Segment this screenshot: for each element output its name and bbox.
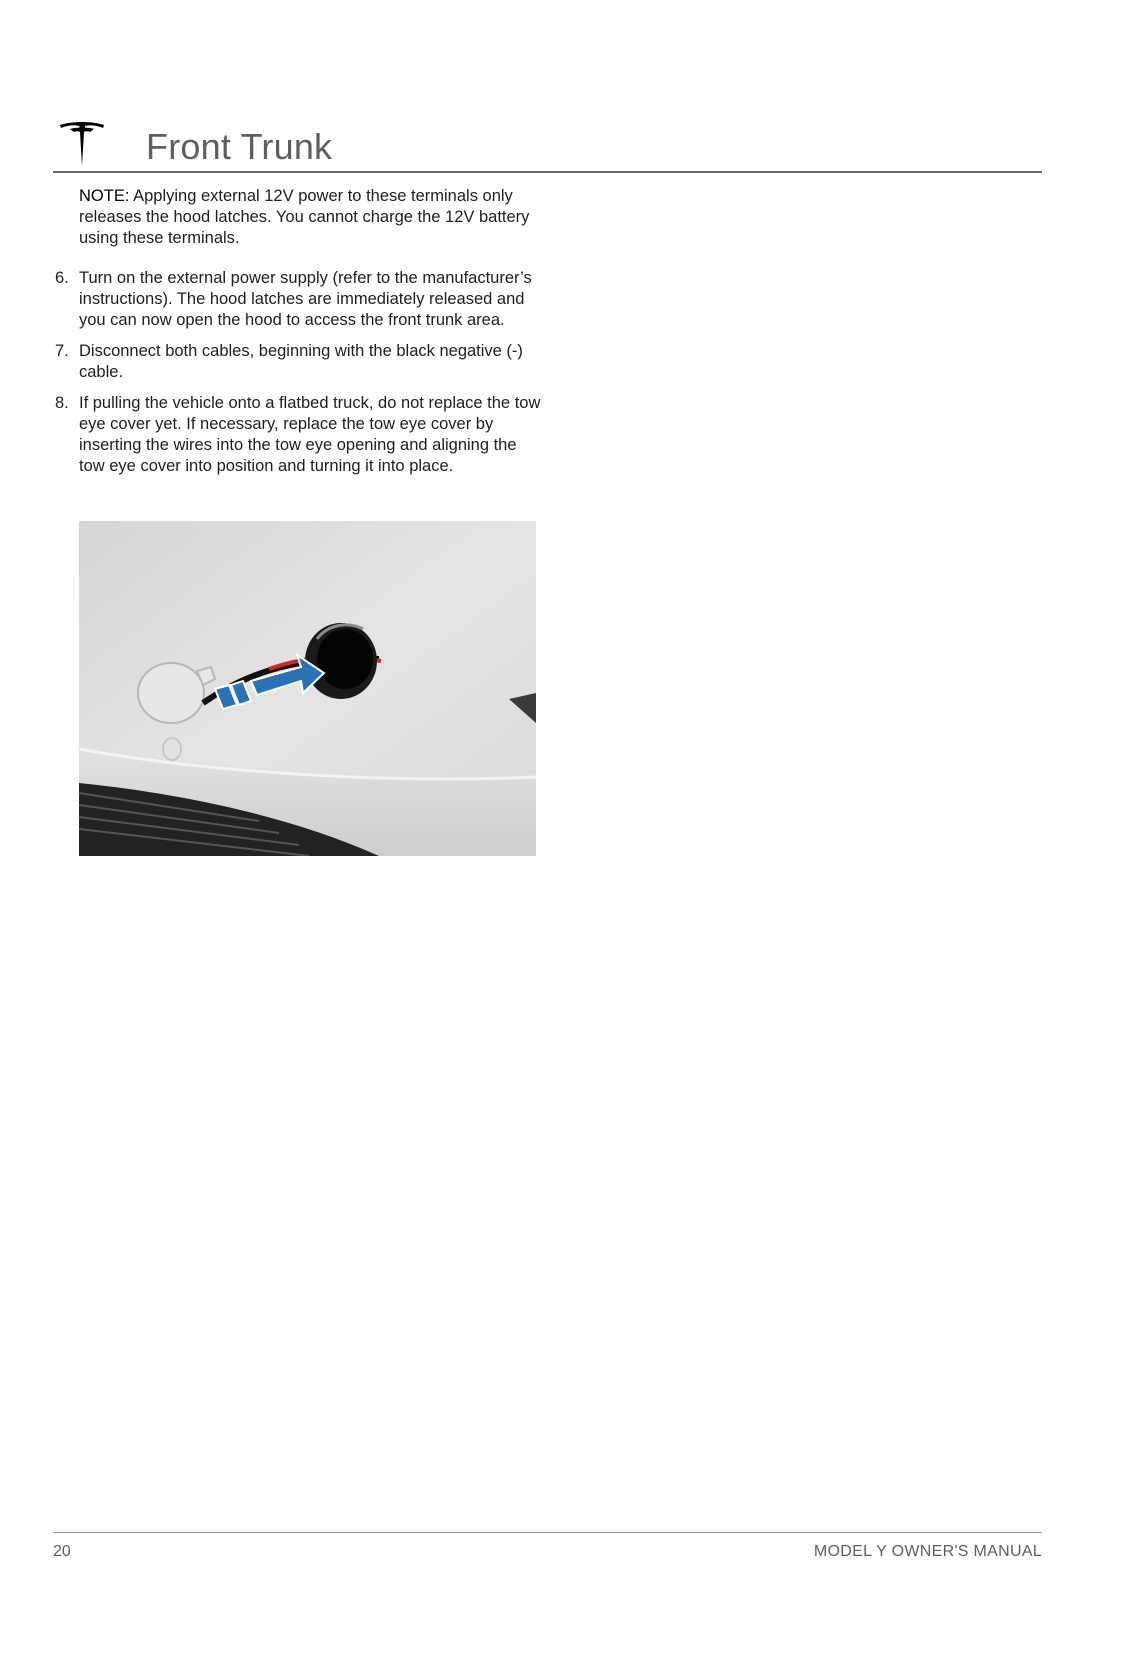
step-number: 8.	[55, 394, 69, 412]
list-item	[55, 393, 545, 477]
step-text: Turn on the external power supply (refer to the manufacturer’s instructions). The hood latches are immediately released and you can now open the hood to access the front trunk area.	[79, 269, 532, 329]
page-number: 20	[53, 1543, 71, 1560]
note-paragraph	[79, 186, 545, 249]
step-text: If pulling the vehicle onto a flatbed truck, do not replace the tow eye cover yet. If necessary, replace the tow eye cover by inserting the wires into the tow eye opening and aligning the tow eye cover into position and turning it into place.	[79, 394, 541, 475]
manual-title: MODEL Y OWNER'S MANUAL	[813, 1543, 1042, 1560]
tow-eye-cover-illustration	[79, 521, 536, 856]
step-number: 6.	[55, 269, 69, 287]
body-content	[55, 186, 545, 487]
steps-list	[55, 268, 545, 477]
list-item	[55, 341, 545, 383]
header-divider	[53, 171, 1042, 173]
step-text: Disconnect both cables, beginning with the black negative (-) cable.	[79, 342, 523, 381]
note-text: Applying external 12V power to these terminals only releases the hood latches. You cannot charge the 12V battery using these terminals.	[79, 187, 530, 247]
list-item	[55, 268, 545, 331]
page-title: Front Trunk	[146, 126, 333, 167]
footer-divider	[53, 1532, 1042, 1533]
step-number: 7.	[55, 342, 69, 360]
note-label: NOTE:	[79, 187, 130, 205]
tesla-logo-icon	[58, 120, 106, 168]
